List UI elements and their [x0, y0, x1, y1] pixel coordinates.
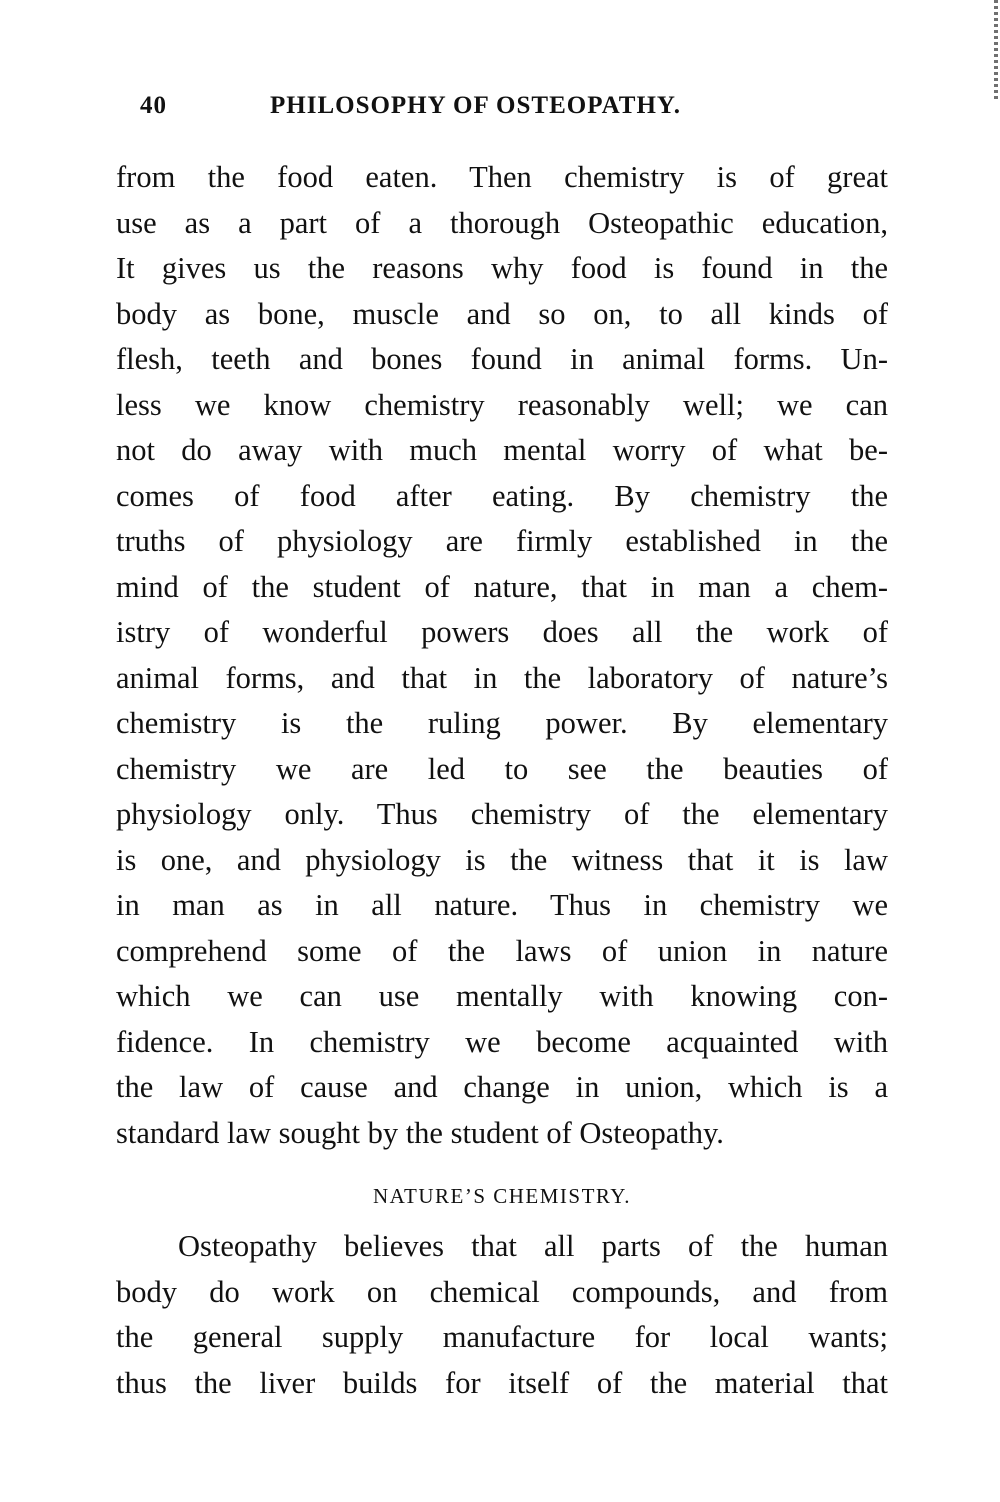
page-number: 40	[140, 92, 167, 119]
text-line: fidence. In chemistry we become acquainted with	[116, 1024, 888, 1059]
text-line: istry of wonderful powers does all the work of	[116, 615, 888, 649]
text-line: chemistry we are led to see the beauties of	[116, 751, 888, 786]
running-head	[118, 88, 888, 128]
text-line: It gives us the reasons why food is found in the	[116, 251, 888, 285]
text-line: in man as in all nature. Thus in chemistry we	[116, 888, 888, 922]
text-line: flesh, teeth and bones found in animal forms. Un-	[116, 342, 888, 376]
text-line: body as bone, muscle and so on, to all kinds of	[116, 296, 888, 331]
text-line: comprehend some of the laws of union in nature	[116, 933, 888, 968]
text-line: thus the liver builds for itself of the material that	[116, 1365, 888, 1400]
text-line: chemistry is the ruling power. By elementary	[116, 706, 888, 740]
text-line: comes of food after eating. By chemistry the	[116, 478, 888, 513]
text-line: animal forms, and that in the laboratory of nature’s	[116, 660, 888, 695]
text-line: standard law sought by the student of Osteopathy.	[116, 1115, 724, 1150]
running-title: PHILOSOPHY OF OSTEOPATHY.	[270, 92, 681, 119]
text-line: truths of physiology are firmly established in the	[116, 524, 888, 558]
text-line: less we know chemistry reasonably well; we can	[116, 387, 888, 422]
text-line: Osteopathy believes that all parts of the human	[178, 1229, 888, 1263]
text-line: mind of the student of nature, that in man a chem-	[116, 569, 888, 604]
paragraph-natures-chemistry	[116, 1224, 888, 1406]
text-line: which we can use mentally with knowing con-	[116, 979, 888, 1013]
text-line: physiology only. Thus chemistry of the elementary	[116, 797, 888, 831]
text-line: the general supply manufacture for local wants;	[116, 1320, 888, 1354]
paragraph-chemistry-education	[116, 155, 888, 1156]
text-line: body do work on chemical compounds, and from	[116, 1274, 888, 1309]
text-line: from the food eaten. Then chemistry is of great	[116, 160, 888, 194]
text-line: the law of cause and change in union, which is a	[116, 1070, 888, 1104]
section-heading: NATURE’S CHEMISTRY.	[373, 1184, 631, 1208]
text-line: not do away with much mental worry of what be-	[116, 433, 888, 467]
text-line: use as a part of a thorough Osteopathic education,	[116, 205, 888, 240]
scan-edge-mark	[994, 0, 998, 100]
text-line: is one, and physiology is the witness that it is law	[116, 842, 888, 877]
